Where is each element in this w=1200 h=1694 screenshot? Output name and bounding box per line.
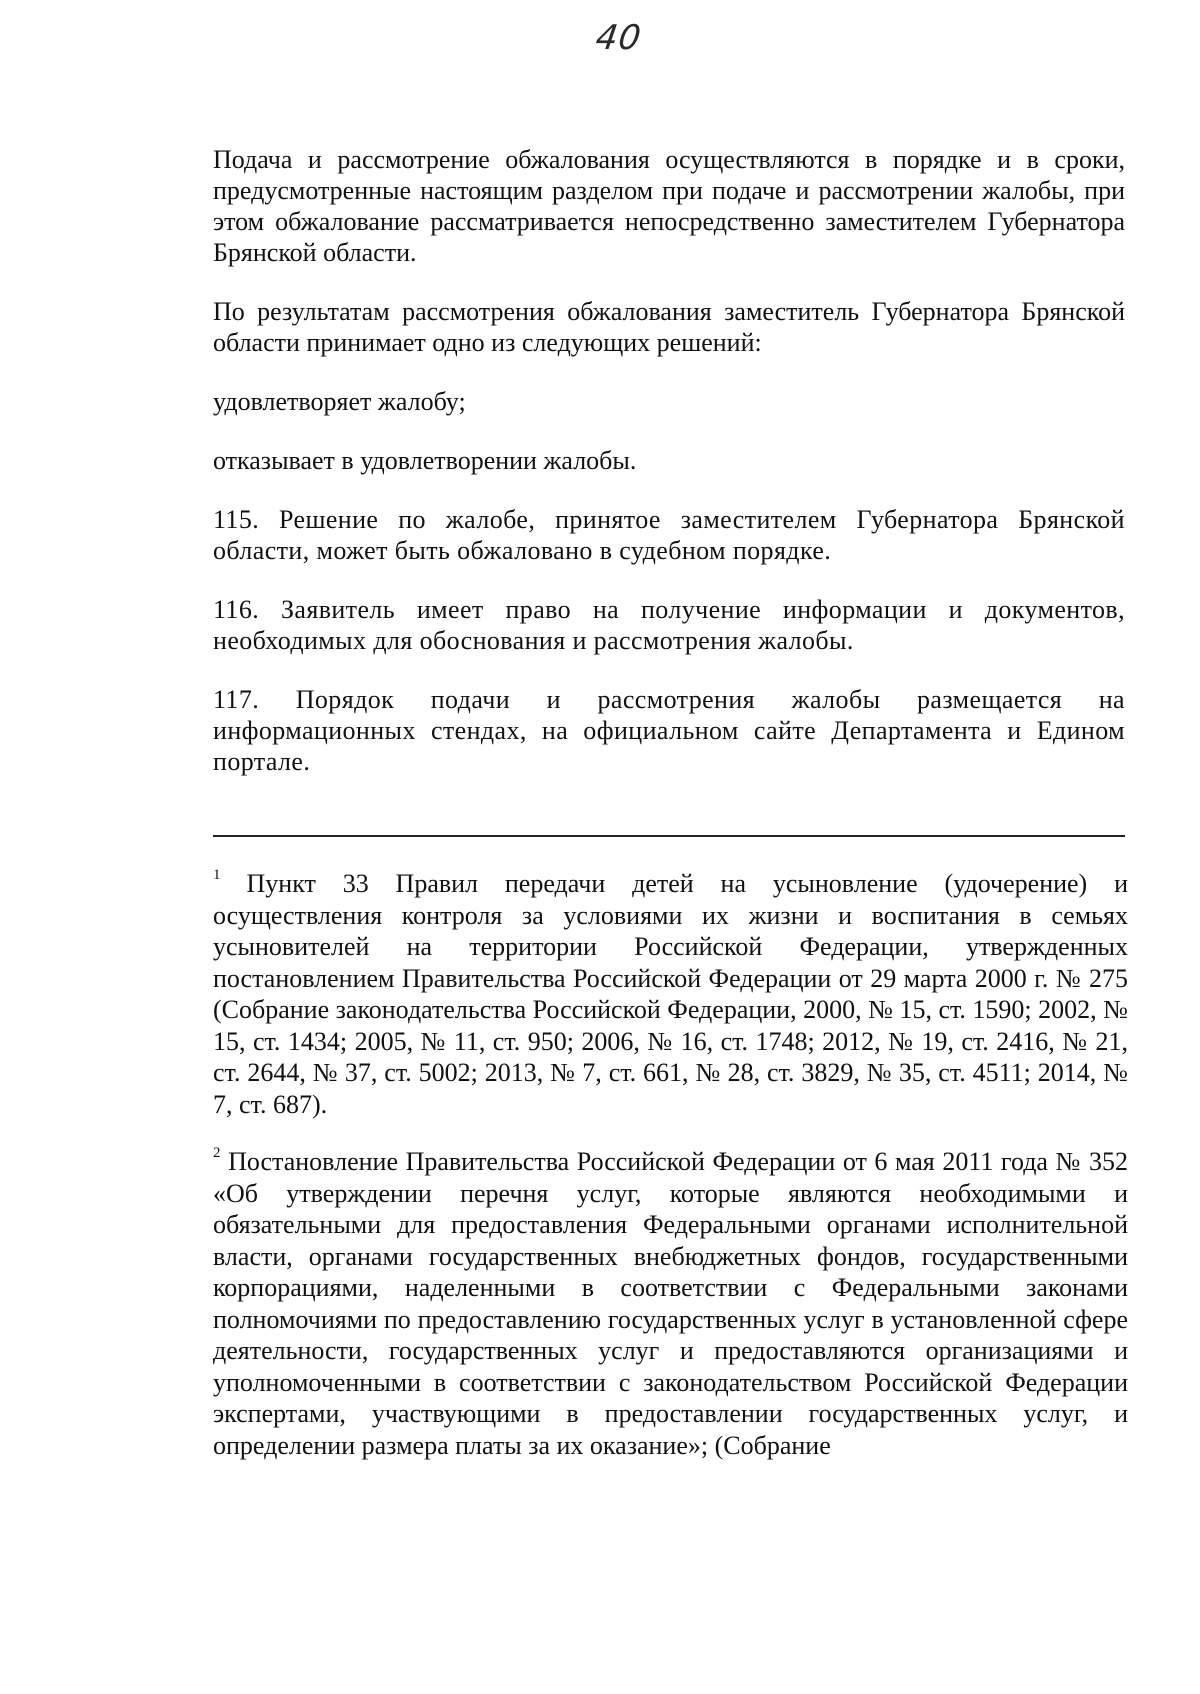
paragraph-decision-refuse: отказывает в удовлетворении жалобы. <box>213 446 637 475</box>
paragraph-decision-satisfy: удовлетворяет жалобу; <box>213 387 466 416</box>
document-body <box>213 144 1125 805</box>
footnote-1-mark: 1 <box>213 867 221 883</box>
footnote-2 <box>213 1146 1128 1461</box>
footnote-1-text: Пункт 33 Правил передачи детей на усыновление (удочерение) и осуществления контроля за условиями их жизни и воспитания в семьях усыновителей на территории Российской Федерации, утвержденных постановлением Правительства Российской Федерации от 29 марта 2000 г. № 275 (Собрание законодательства Российской Федерации, 2000, № 15, ст. 1590; 2002, № 15, ст. 1434; 2005, № 11, ст. 950; 2006, № 16, ст. 1748; 2012, № 19, ст. 2416, № 21, ст. 2644, № 37, ст. 5002; 2013, № 7, ст. 661, № 28, ст. 3829, № 35, ст. 4511; 2014, № 7, ст. 687). <box>213 869 1128 1119</box>
paragraph-item-116: 116. Заявитель имеет право на получение информации и документов, необходимых для обоснования и рассмотрения жалобы. <box>213 595 1125 655</box>
footnote-separator <box>213 835 1125 837</box>
paragraph-appeal-decisions: По результатам рассмотрения обжалования заместитель Губернатора Брянской области принимает одно из следующих решений: <box>213 297 1125 357</box>
footnote-2-text: Постановление Правительства Российской Федерации от 6 мая 2011 года № 352 «Об утверждении перечня услуг, которые являются необходимыми и обязательными для предоставления Федеральными органами исполнительной власти, органами государственных внебюджетных фондов, государственными корпорациями, наделенными в соответствии с Федеральными законами полномочиями по предоставлению государственных услуг в установленной сфере деятельности, государственных услуг и предоставляются организациями и уполномоченными в соответствии с законодательством Российской Федерации экспертами, участвующими в предоставлении государственных услуг, и определении размера платы за их оказание»; (Собрание <box>213 1147 1128 1460</box>
footnote-2-mark: 2 <box>213 1145 221 1161</box>
footnotes <box>213 868 1128 1487</box>
paragraph-item-115: 115. Решение по жалобе, принятое заместителем Губернатора Брянской области, может быть обжаловано в судебном порядке. <box>213 505 1125 565</box>
page-number: 40 <box>593 18 645 58</box>
footnote-1 <box>213 868 1128 1120</box>
paragraph-item-117: 117. Порядок подачи и рассмотрения жалобы размещается на информационных стендах, на официальном сайте Департамента и Едином портале. <box>213 685 1125 776</box>
paragraph-appeal-procedure: Подача и рассмотрение обжалования осуществляются в порядке и в сроки, предусмотренные настоящим разделом при подаче и рассмотрении жалобы, при этом обжалование рассматривается непосредственно заместителем Губернатора Брянской области. <box>213 145 1125 267</box>
